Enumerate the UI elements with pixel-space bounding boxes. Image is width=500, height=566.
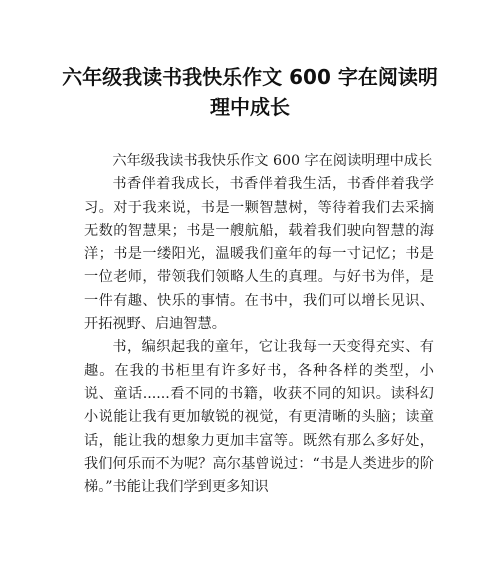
paragraph-1: 书香伴着我成长，书香伴着我生活，书香伴着我学习。对于我来说，书是一颗智慧树，等待着我们去采摘无数的智慧果；书是一艘航船，载着我们驶向智慧的海洋；书是一缕阳光，温暖我们童年的每一寸记忆；书是一位老师，带领我们领略人生的真理。与好书为伴，是一件有趣、快乐的事情。在书中，我们可以增长见识、开拓视野、启迪智慧。 xyxy=(84,176,434,333)
document-body xyxy=(84,150,434,499)
document-title: 六年级我读书我快乐作文 600 字在阅读明理中成长 xyxy=(62,65,438,119)
paragraph-2: 书，编织起我的童年，它让我每一天变得充实、有趣。在我的书柜里有许多好书，各种各样的类型，小说、童话......看不同的书籍，收获不同的知识。读科幻小说能让我有更加敏锐的视觉，有更清晰的头脑；读童话，能让我的想象力更加丰富等。既然有那么多好处，我们何乐而不为呢？高尔基曾说过：“书是人类进步的阶梯。”书能让我们学到更多知识 xyxy=(84,339,434,496)
paragraph-intro: 六年级我读书我快乐作文 600 字在阅读明理中成长 xyxy=(112,153,433,169)
